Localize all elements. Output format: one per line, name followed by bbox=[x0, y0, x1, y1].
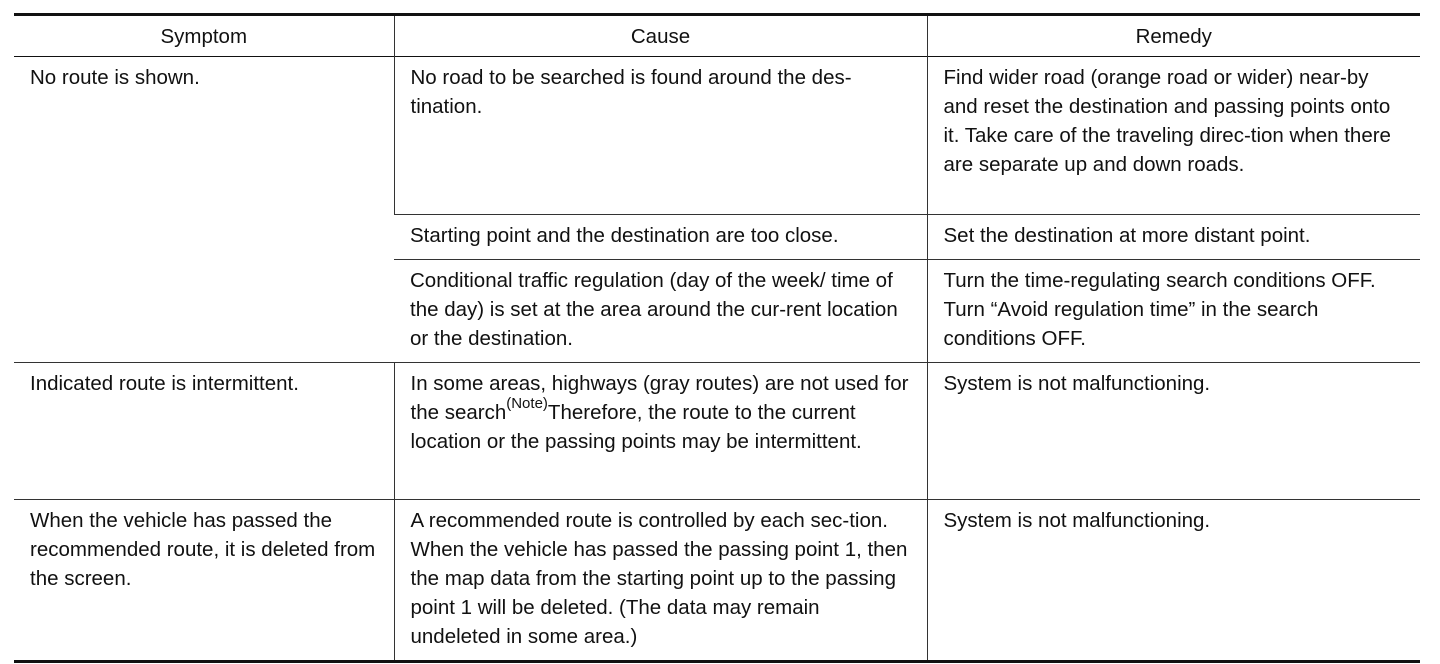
remedy-cell: System is not malfunctioning. bbox=[927, 500, 1420, 662]
symptom-cell: When the vehicle has passed the recommended route, it is deleted from the screen. bbox=[30, 509, 376, 590]
cause-cell: Conditional traffic regulation (day of the week/ time of the day) is set at the area around the cur-rent location or the destination. bbox=[410, 269, 898, 350]
table-row bbox=[14, 57, 1420, 215]
table-row bbox=[14, 363, 1420, 500]
troubleshooting-table bbox=[14, 13, 1420, 663]
cause-text-part: In some areas, highways (gray routes) are not used for the search bbox=[410, 372, 909, 424]
cause-cell: A recommended route is controlled by each sec-tion. When the vehicle has passed the passing point 1, then the map data from the starting point up to the passing point 1 will be deleted. (The data may remain undeleted in some area.) bbox=[394, 500, 927, 662]
header-row bbox=[14, 15, 1420, 57]
remedy-cell: System is not malfunctioning. bbox=[927, 363, 1420, 500]
cause-cell bbox=[394, 363, 927, 500]
troubleshooting-table-container bbox=[14, 13, 1420, 663]
cause-text-part: Therefore, the route to the current location or the passing points may be intermittent. bbox=[410, 401, 862, 453]
symptom-cell: No route is shown. bbox=[30, 66, 200, 89]
remedy-cell: Set the destination at more distant point. bbox=[927, 215, 1420, 260]
header-remedy: Remedy bbox=[927, 15, 1420, 57]
cause-cell: No road to be searched is found around the des-tination. bbox=[394, 57, 927, 215]
table-row bbox=[14, 500, 1420, 662]
symptom-cell: Indicated route is intermittent. bbox=[30, 372, 299, 395]
remedy-cell: Find wider road (orange road or wider) near-by and reset the destination and passing points onto it. Take care of the traveling direc-tion when there are separate up and down roads. bbox=[927, 57, 1420, 215]
remedy-cell: Turn the time-regulating search conditions OFF. Turn “Avoid regulation time” in the search conditions OFF. bbox=[927, 260, 1420, 363]
note-reference: (Note) bbox=[506, 395, 548, 413]
header-cause: Cause bbox=[394, 15, 927, 57]
header-symptom: Symptom bbox=[160, 24, 248, 48]
cause-cell: Starting point and the destination are too close. bbox=[410, 224, 839, 247]
